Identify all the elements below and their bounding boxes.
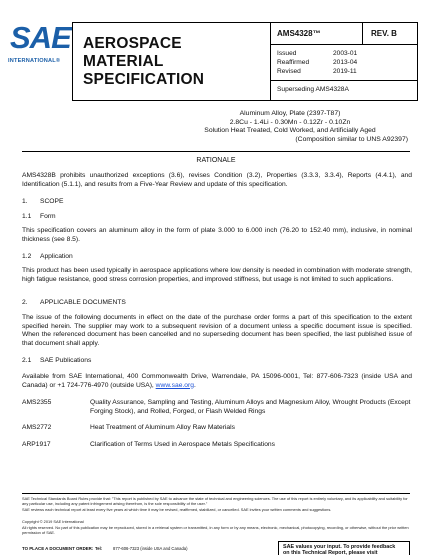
- material-title-line3: Solution Heat Treated, Cold Worked, and Artificially Aged: [204, 127, 376, 135]
- footer-copyright: Copyright © 2019 SAE International: [22, 519, 84, 524]
- sae-website-link[interactable]: www.sae.org: [155, 381, 194, 389]
- header-info-cell: [271, 23, 417, 100]
- reference-code: ARP1917: [22, 441, 51, 448]
- section-2-heading: 2. APPLICABLE DOCUMENTS: [22, 299, 126, 306]
- reference-row: [22, 399, 412, 417]
- section-1-heading: 1. SCOPE: [22, 198, 64, 205]
- order-contacts: [95, 546, 188, 551]
- section-1-2-text: This product has been used typically in aerospace applications where low density is needed in combination with moderate strength, high fatigue resistance, good stress corrosion properties, and improved stiffness, but usage is not limited to such applications.: [22, 267, 412, 283]
- reference-desc: Quality Assurance, Sampling and Testing, Aluminum Alloys and Magnesium Alloy, Wrought Products (Except Forging Stock), and Rolled, Forged, or Flash Welded Rings: [90, 399, 411, 415]
- reference-code: AMS2355: [22, 399, 52, 406]
- footer-review: SAE reviews each technical report at least every five years at which time it may be revised, reaffirmed, stabilized, or cancelled. SAE invites your written comments and suggestions.: [22, 507, 332, 512]
- title-divider: [22, 151, 410, 152]
- logo-subtitle: INTERNATIONAL®: [8, 58, 61, 64]
- reference-desc: Heat Treatment of Aluminum Alloy Raw Materials: [90, 424, 235, 431]
- reference-row: [22, 441, 412, 450]
- rationale-heading: RATIONALE: [196, 157, 236, 164]
- feedback-line1: SAE values your input. To provide feedback: [283, 544, 396, 550]
- feedback-box: [278, 541, 410, 555]
- superseding-text: Superseding AMS4328A: [277, 86, 349, 93]
- rev-divider: [362, 23, 363, 45]
- material-title-line2: 2.8Cu - 1.4Li - 0.30Mn - 0.12Zr - 0.10Zn: [229, 118, 351, 126]
- order-heading: TO PLACE A DOCUMENT ORDER:: [22, 546, 94, 551]
- reference-row: [22, 424, 412, 433]
- rationale-text: AMS4328B prohibits unauthorized exceptions (3.6), revises Condition (3.2), Properties (3.3.3, 3.3.4), Reports (4.4.1), and Identification (5.1.1), and results from a Five-Year Review and update of this specification.: [22, 172, 412, 188]
- doc-type-title: [83, 35, 270, 89]
- superseding-row: [271, 80, 417, 100]
- material-title-line4: (Composition similar to UNS A92397): [295, 135, 408, 143]
- footer-rights: All rights reserved. No part of this publication may be reproduced, stored in a retrieval system or transmitted, in any form or by any means, electronic, mechanical, photocopying, recording, or otherwise, without the prior written permission of SAE.: [22, 525, 409, 535]
- header-title-cell: [73, 23, 271, 100]
- reaffirmed-row: Reaffirmed 2013-04: [277, 59, 358, 66]
- issued-row: Issued 2003-01: [277, 50, 358, 57]
- doc-code: AMS4328™: [277, 29, 321, 38]
- revision: REV. B: [371, 29, 397, 38]
- code-row: [271, 23, 417, 45]
- revised-row: Revised 2019-11: [277, 68, 357, 75]
- logo-word: SAE: [10, 20, 71, 55]
- section-1-2-heading: 1.2 Application: [22, 253, 73, 260]
- section-2-text: The issue of the following documents in effect on the date of the purchase order forms a part of this specification to the extent specified herein. The supplier may work to a subsequent revision of a document unless a specific document issue is specified. When the referenced document has been cancelled and no superseding document has been specified, the last published issue of that document shall apply.: [22, 314, 412, 347]
- reference-code: AMS2772: [22, 424, 52, 431]
- material-title-block: [170, 110, 410, 144]
- reference-desc: Clarification of Terms Used in Aerospace Metals Specifications: [90, 441, 275, 448]
- doc-type-line1: AEROSPACE: [83, 35, 182, 52]
- doc-type-line2: MATERIAL SPECIFICATION: [83, 53, 205, 88]
- footer-divider: [22, 493, 410, 494]
- section-2-1-text: Available from SAE International, 400 Commonwealth Drive, Warrendale, PA 15096-0001, Tel: 877-606-7323 (inside USA and Canada) or +1 724-776-4970 (outside USA), www.sae.org.: [22, 373, 412, 389]
- order-tel-usa: Tel: 877-606-7323 (inside USA and Canada): [95, 546, 188, 551]
- date-list: [277, 49, 357, 76]
- feedback-line2: on this Technical Report, please visit: [283, 550, 378, 555]
- header-box: [72, 22, 418, 101]
- material-title-line1: Aluminum Alloy, Plate (2397-T87): [239, 110, 341, 117]
- section-2-1-heading: 2.1 SAE Publications: [22, 357, 92, 364]
- sae-logo: [4, 18, 71, 76]
- section-1-1-text: This specification covers an aluminum alloy in the form of plate 3.000 to 6.000 inch (76.20 to 152.40 mm), inclusive, in nominal thickness (see 8.5).: [22, 227, 412, 243]
- footer-board-rules: SAE Technical Standards Board Rules provide that: "This report is published by SAE to advance the state of technical and engineering sciences. The use of this report is entirely voluntary, and its applicability and suitability for any particular use, including any patent infringement arising therefrom, is the sole responsibility of the user.": [22, 496, 408, 506]
- section-1-1-heading: 1.1 Form: [22, 213, 56, 220]
